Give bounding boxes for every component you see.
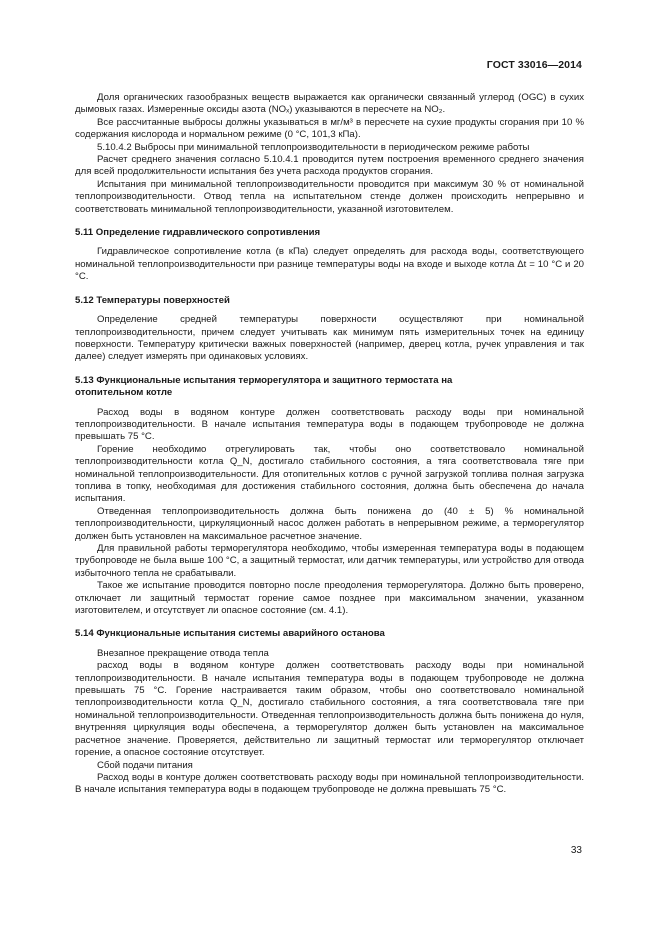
heading-5-13-line2: отопительном котле [75, 387, 173, 399]
paragraph-5-13-reduced-output: Отведенная теплопроизводительность должна быть понижена до (40 ± 5) % номинальной теплопроизводительности, циркуляционный насос должен работать в непрерывном режиме, а терморегулятор должен быть установлен на максимальное расчетное значение. [75, 505, 584, 542]
paragraph-5-14-power-failure-text: Расход воды в контуре должен соответствовать расходу воды при номинальной теплопроизводительности. В начале испытания температура воды в подающем трубопроводе не должна превышать 75 °С. [75, 771, 584, 796]
heading-5-14: 5.14 Функциональные испытания системы аварийного останова [75, 628, 385, 640]
paragraph-clause-5-10-4-2: 5.10.4.2 Выбросы при минимальной теплопроизводительности в периодическом режиме работы [97, 141, 530, 153]
page-body [75, 92, 584, 797]
document-code: ГОСТ 33016—2014 [486, 59, 582, 71]
paragraph-average-calculation: Расчет среднего значения согласно 5.10.4.1 проводится путем построения временного среднего значения для всей продолжительности испытания без учета расхода продуктов сгорания. [75, 154, 584, 178]
paragraph-5-14-heat-removal-stop: Внезапное прекращение отвода тепла [97, 647, 269, 659]
paragraph-5-13-repeat-test: Такое же испытание проводится повторно после преодоления терморегулятора. Должно быть проверено, отключает ли защитный термостат горение самое позднее при максимальном значении, указанном изготовителем, и отсутствует ли опасное состояние (см. 4.1). [75, 580, 584, 617]
paragraph-5-13-combustion: Горение необходимо отрегулировать так, чтобы оно соответствовало номинальной теплопроизводительности котла Q_N, достигало стабильного состояния, а тяга соответствовала тяге при номинальной теплопроизводительности. Для отопительных котлов с ручной загрузкой топлива полная загрузка топлива в топку, необходимая для достижения стабильного состояния, должна быть обеспечена до начала испытания. [75, 443, 584, 505]
heading-5-11: 5.11 Определение гидравлического сопротивления [75, 227, 321, 239]
paragraph-hydraulic-resistance: Гидравлическое сопротивление котла (в кПа) следует определять для расхода воды, соответствующего номинальной теплопроизводительности при разнице температуры воды на входе и выходе котла Δt = 10 °С и 20 °С. [75, 246, 584, 283]
paragraph-5-13-water-flow: Расход воды в водяном контуре должен соответствовать расходу воды при номинальной теплопроизводительности. В начале испытания температура воды в подающем трубопроводе не должна превышать 75 °С. [75, 406, 584, 443]
heading-5-13-line1: 5.13 Функциональные испытания терморегулятора и защитного термостата на [75, 374, 453, 386]
paragraph-surface-temperature: Определение средней температуры поверхности осуществляют при номинальной теплопроизводительности, причем следует учитывать как минимум пять измерительных точек на единицу поверхности. Температуру критически важных поверхностей (например, дверец котла, ручек управления и так далее) следует измерять при одинаковых условиях. [75, 314, 584, 363]
paragraph-5-14-power-failure: Сбой подачи питания [97, 759, 193, 771]
heading-5-12: 5.12 Температуры поверхностей [75, 294, 230, 306]
paragraph-emissions-units: Все рассчитанные выбросы должны указываться в мг/м³ в пересчете на сухие продукты сгорания при 10 % содержания кислорода и нормальном режиме (0 °С, 101,3 кПа). [75, 116, 584, 141]
paragraph-ogc: Доля органических газообразных веществ выражается как органически связанный углерод (OGC) в сухих дымовых газах. Измеренные оксиды азота (NOₓ) указываются в пересчете на NO₂. [75, 92, 584, 116]
paragraph-5-14-water-flow: расход воды в водяном контуре должен соответствовать расходу воды при номинальной теплопроизводительности. В начале испытания температура воды в подающем трубопроводе не должна превышать 75 °С. Горение настраивается таким образом, чтобы оно соответствовало номинальной теплопроизводительности котла Q_N, достигало стабильного состояния, а тяга соответствовала тяге при номинальной теплопроизводительности. Отведенная теплопроизводительность должна быть понижена до нуля, внутренняя циркуляция воды обеспечена, а терморегулятор должен быть установлен на максимальное расчетное значение. Проверяется, действительно ли защитный термостат или терморегулятор отключает горение, а опасное состояние отсутствует. [75, 660, 584, 759]
paragraph-min-heat-output: Испытания при минимальной теплопроизводительности проводится при максимум 30 % от номинальной теплопроизводительности. Отвод тепла на испытательном стенде должен происходить непрерывно и соответствовать минимальной теплопроизводительности, указанной изготовителем. [75, 178, 584, 215]
page-number: 33 [570, 845, 582, 856]
paragraph-5-13-correct-operation: Для правильной работы терморегулятора необходимо, чтобы измеренная температура воды в подающем трубопроводе не была выше 100 °С, а защитный термостат, или датчик температуры, или устройство для отвода избыточного тепла не срабатывали. [75, 543, 584, 579]
